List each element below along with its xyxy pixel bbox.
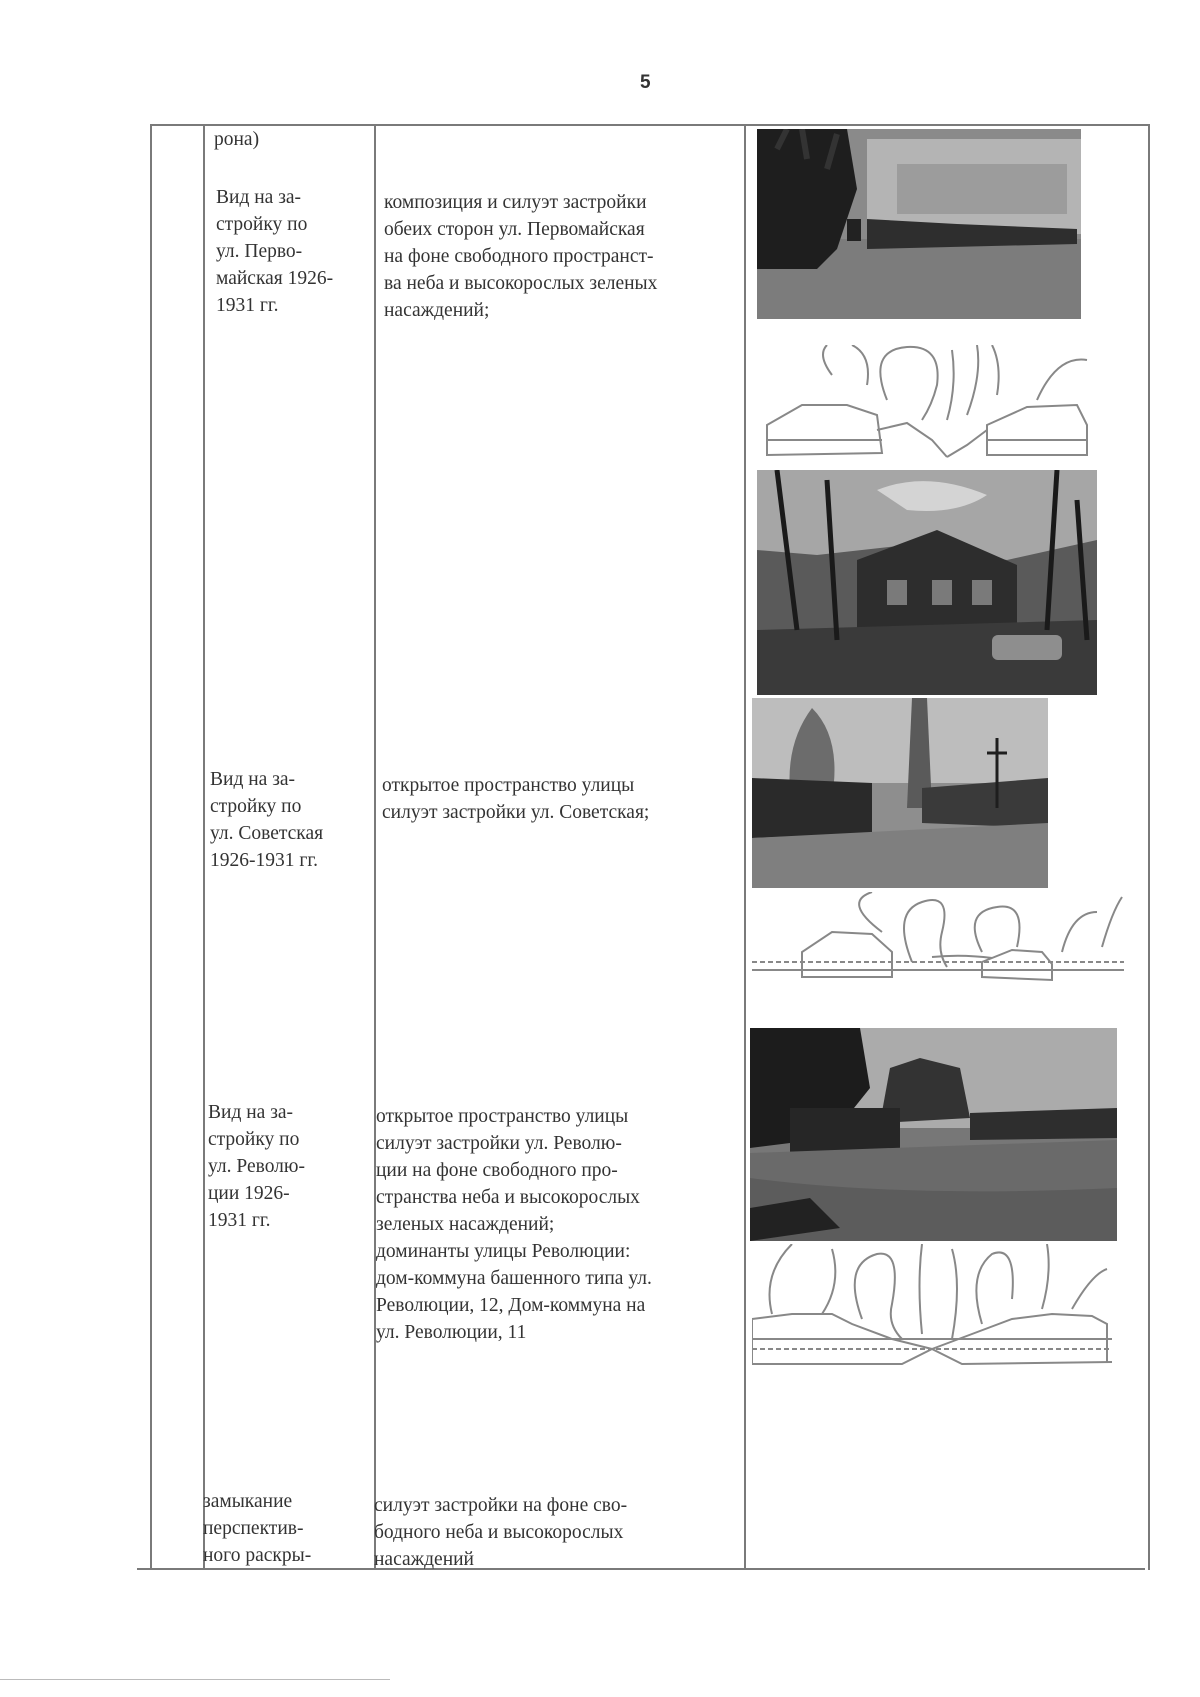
column-divider-1 <box>203 124 205 1570</box>
pervomayskaya-street-photo <box>757 129 1081 319</box>
pervomayskaya-silhouette-sketch <box>757 345 1107 470</box>
column-divider-3 <box>744 124 746 1570</box>
row-3-description: открытое пространство улицы силуэт застройки ул. Револю- ции на фоне свободного про- странства неба и высокорослых зеленых насаждений; доминанты улицы Революции: дом-коммуна башенного типа ул. Революции, 12, Дом-коммуна на ул. Революции, 11 <box>376 1106 652 1343</box>
column-divider-2 <box>374 124 376 1570</box>
page-number: 5 <box>640 72 651 93</box>
row-2-object: Вид на за- стройку по ул. Советская 1926-1931 гг. <box>210 769 324 871</box>
revolyutsii-street-photo <box>750 1028 1117 1241</box>
row-0-object: рона) <box>214 129 260 150</box>
table-top-border <box>150 124 1150 126</box>
footer-divider <box>0 1679 390 1680</box>
building-among-trees-photo <box>757 470 1097 695</box>
row-4-object: замыкание перспектив- ного раскры- <box>203 1491 312 1566</box>
table-right-border <box>1148 124 1150 1570</box>
sovetskaya-street-photo <box>752 698 1048 888</box>
sovetskaya-silhouette-sketch <box>752 892 1124 992</box>
revolyutsii-silhouette-sketch <box>752 1244 1112 1379</box>
table-left-border <box>150 124 152 1570</box>
row-1-object: Вид на за- стройку по ул. Перво- майская 1926- 1931 гг. <box>216 187 334 316</box>
row-3-object: Вид на за- стройку по ул. Револю- ции 1926- 1931 гг. <box>208 1102 305 1231</box>
row-4-description: силуэт застройки на фоне сво- бодного неба и высокорослых насаждений <box>374 1495 628 1570</box>
row-1-description: композиция и силуэт застройки обеих сторон ул. Первомайская на фоне свободного пространст- ва неба и высокорослых зеленых насаждений; <box>384 192 658 321</box>
row-2-description: открытое пространство улицы силуэт застройки ул. Советская; <box>382 775 650 823</box>
